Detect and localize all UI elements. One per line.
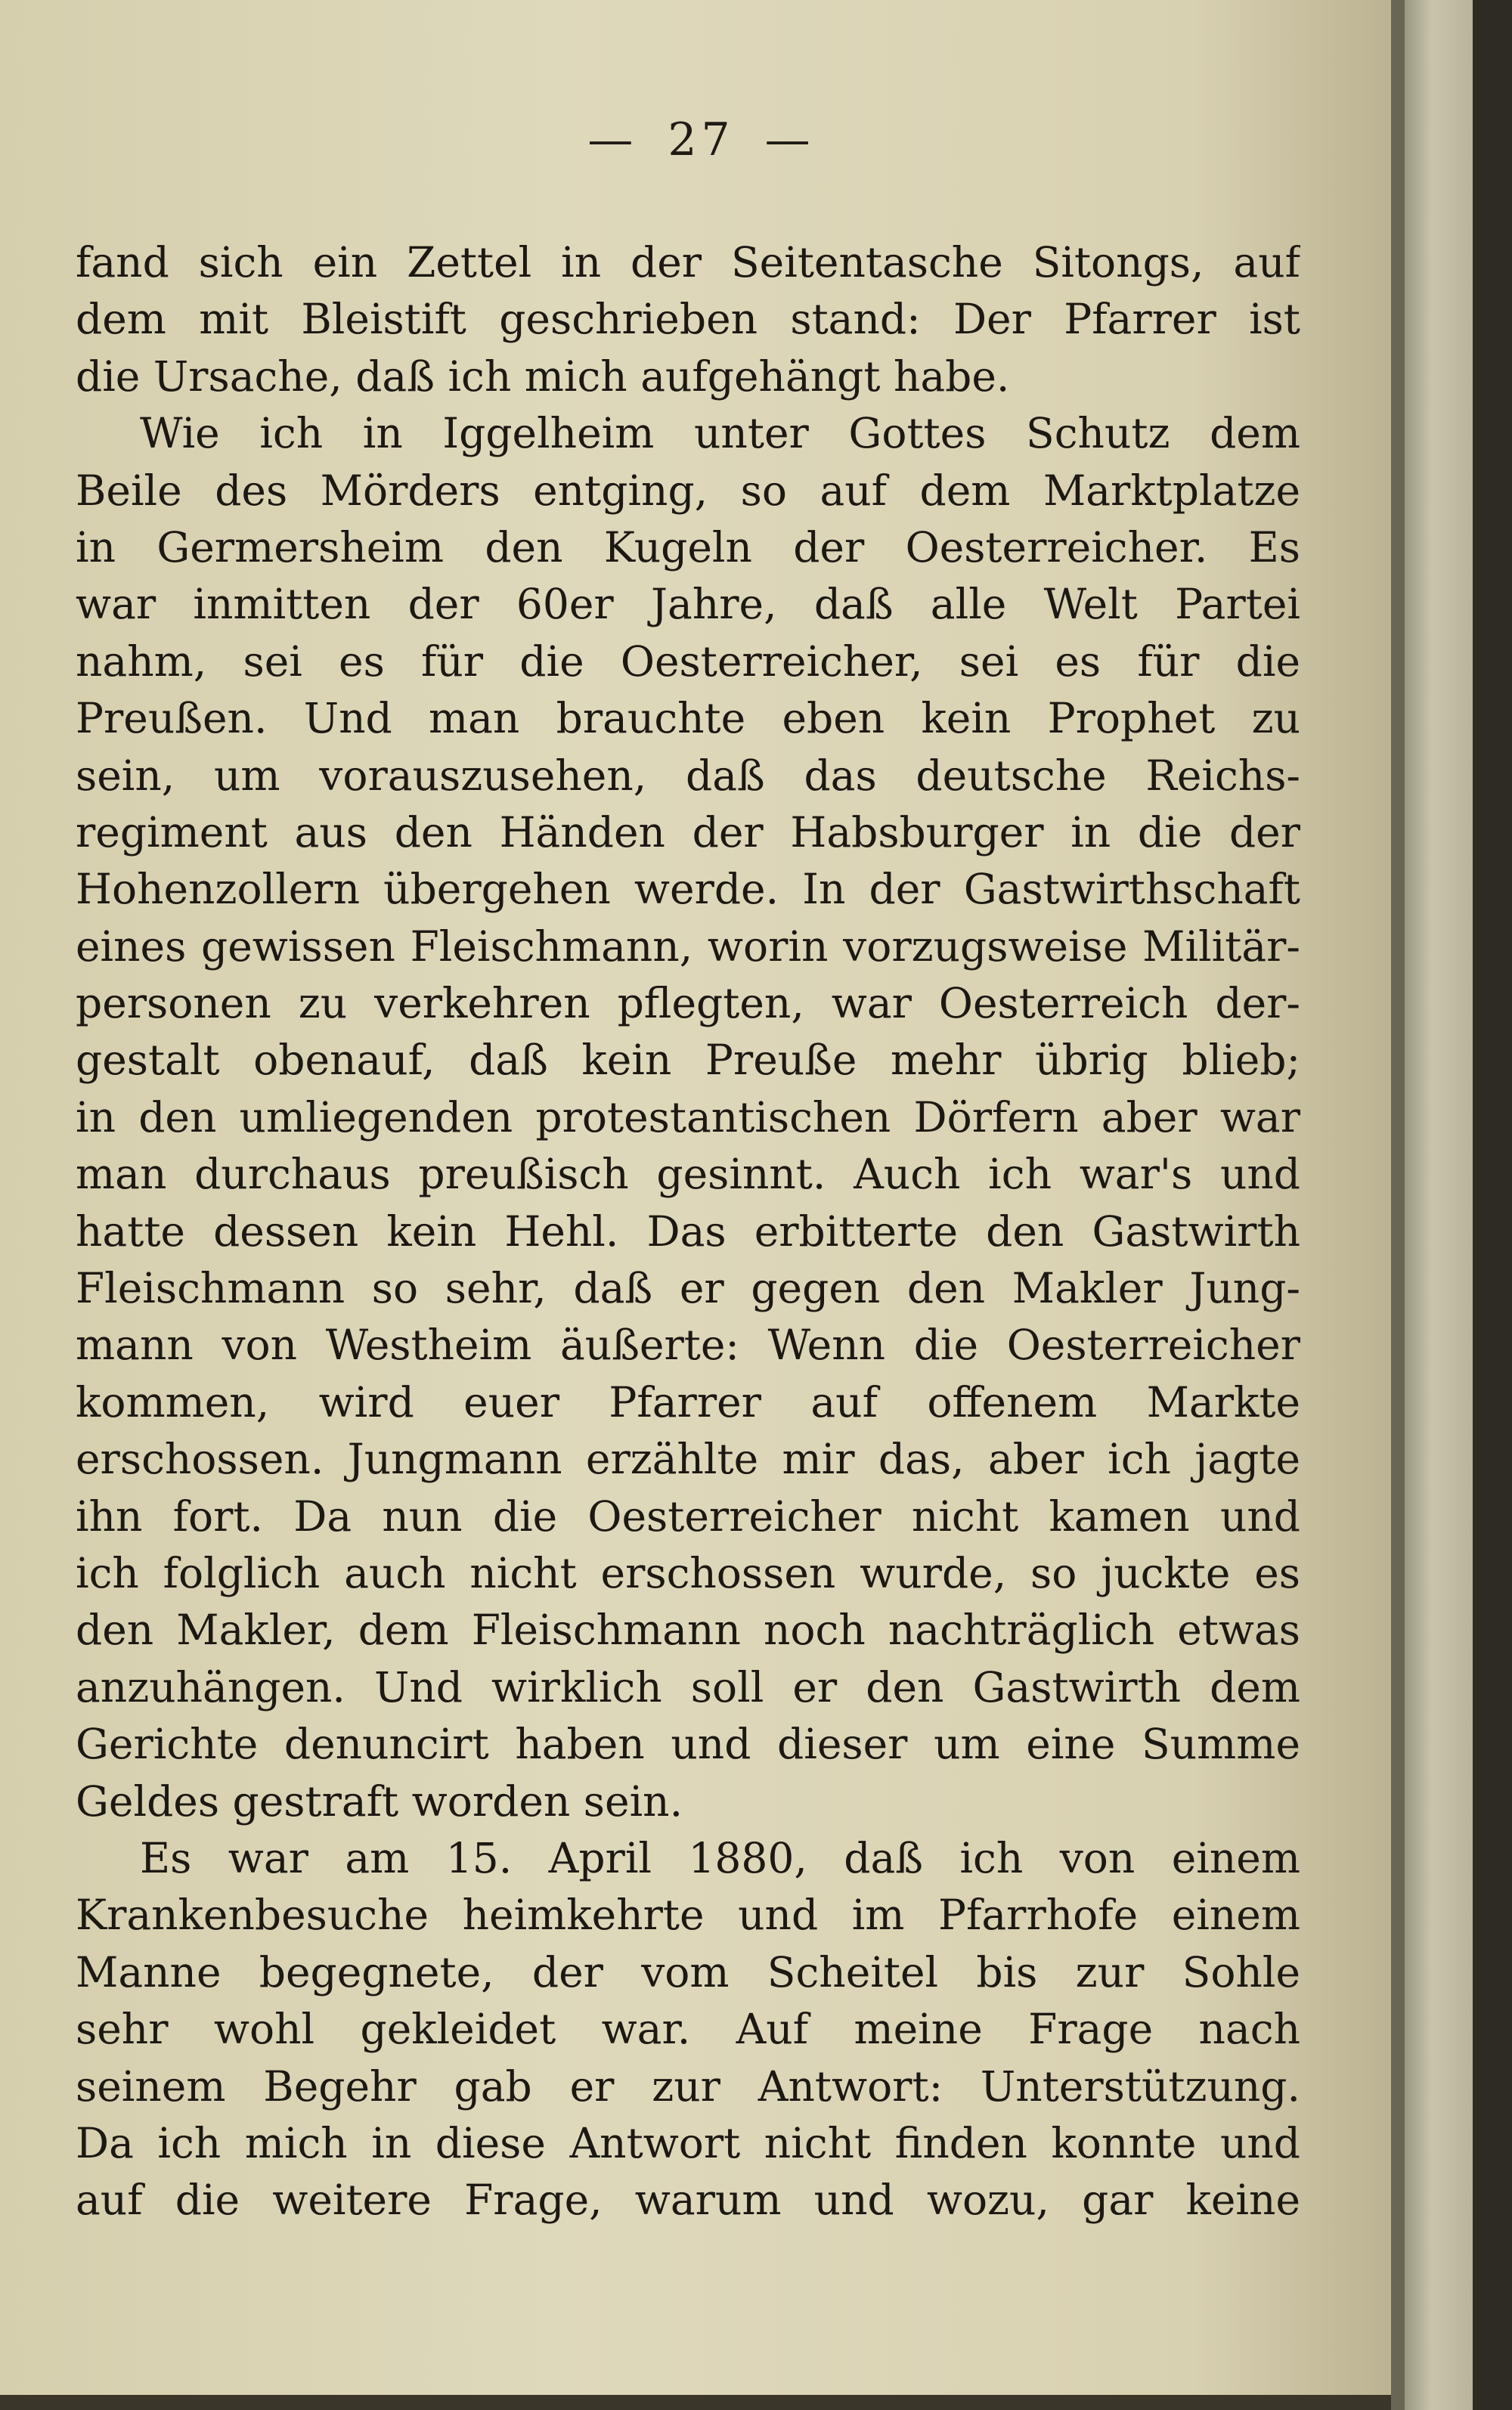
text-line: erschossen. Jungmann erzählte mir das, aber ich jagte [76, 1435, 1300, 1484]
facing-page-edge [1405, 0, 1473, 2410]
page-fold-shadow [1391, 0, 1405, 2410]
text-line: Gerichte denuncirt haben und dieser um eine Summe [76, 1720, 1300, 1769]
text-line: in den umliegenden protestantischen Dörfern aber war [76, 1092, 1300, 1141]
text-line: den Makler, dem Fleischmann noch nachträglich etwas [76, 1606, 1300, 1655]
book-spine-shadow [1473, 0, 1512, 2410]
text-line: Geldes gestraft worden sein. [76, 1777, 683, 1826]
text-line: hatte dessen kein Hehl. Das erbitterte den Gastwirth [76, 1207, 1300, 1256]
text-line: kommen, wird euer Pfarrer auf offenem Markte [76, 1377, 1300, 1426]
text-line: personen zu verkehren pflegten, war Oesterreich der- [76, 979, 1300, 1028]
text-line: gestalt obenauf, daß kein Preuße mehr übrig blieb; [76, 1036, 1300, 1085]
header-dash-right: — [764, 113, 815, 166]
text-line: regiment aus den Händen der Habsburger in die der [76, 807, 1300, 857]
text-line: auf die weitere Frage, warum und wozu, gar keine [76, 2176, 1300, 2225]
text-line: man durchaus preußisch gesinnt. Auch ich war's und [76, 1150, 1300, 1199]
text-line: in Germersheim den Kugeln der Oesterreicher. Es [76, 522, 1300, 572]
page-bottom-edge [0, 2395, 1402, 2410]
header-dash-left: — [587, 113, 638, 166]
text-line: Preußen. Und man brauchte eben kein Prophet zu [76, 694, 1300, 743]
text-line: dem mit Bleistift geschrieben stand: Der Pfarrer ist [76, 295, 1300, 344]
text-line: sehr wohl gekleidet war. Auf meine Frage nach [76, 2005, 1300, 2054]
text-line: Es war am 15. April 1880, daß ich von einem [140, 1833, 1300, 1882]
text-line: ihn fort. Da nun die Oesterreicher nicht kamen und [76, 1492, 1300, 1541]
text-line: mann von Westheim äußerte: Wenn die Oesterreicher [76, 1321, 1300, 1370]
text-line: eines gewissen Fleischmann, worin vorzugsweise Militär- [76, 922, 1300, 971]
text-line: Da ich mich in diese Antwort nicht finden konnte und [76, 2118, 1300, 2167]
text-line: Fleischmann so sehr, daß er gegen den Makler Jung- [76, 1264, 1300, 1313]
page-number: 27 [668, 113, 735, 166]
text-line: Krankenbesuche heimkehrte und im Pfarrhofe einem [76, 1891, 1300, 1940]
page-text [76, 234, 1300, 2229]
text-line: Manne begegnete, der vom Scheitel bis zur Sohle [76, 1947, 1300, 1996]
text-line: war inmitten der 60er Jahre, daß alle Welt Partei [76, 580, 1300, 629]
text-line: Hohenzollern übergehen werde. In der Gastwirthschaft [76, 865, 1300, 914]
text-line: die Ursache, daß ich mich aufgehängt habe. [76, 352, 1010, 401]
text-line: fand sich ein Zettel in der Seitentasche Sitongs, auf [76, 238, 1300, 287]
text-line: sein, um vorauszusehen, daß das deutsche Reichs- [76, 751, 1300, 800]
text-line: Beile des Mörders entging, so auf dem Marktplatze [76, 466, 1300, 515]
page-number-header [0, 113, 1402, 166]
text-line: ich folglich auch nicht erschossen wurde, so juckte es [76, 1548, 1300, 1597]
text-line: seinem Begehr gab er zur Antwort: Unterstützung. [76, 2062, 1300, 2111]
text-line: anzuhängen. Und wirklich soll er den Gastwirth dem [76, 1662, 1300, 1711]
text-line: nahm, sei es für die Oesterreicher, sei es für die [76, 637, 1300, 686]
text-line: Wie ich in Iggelheim unter Gottes Schutz dem [140, 409, 1300, 458]
